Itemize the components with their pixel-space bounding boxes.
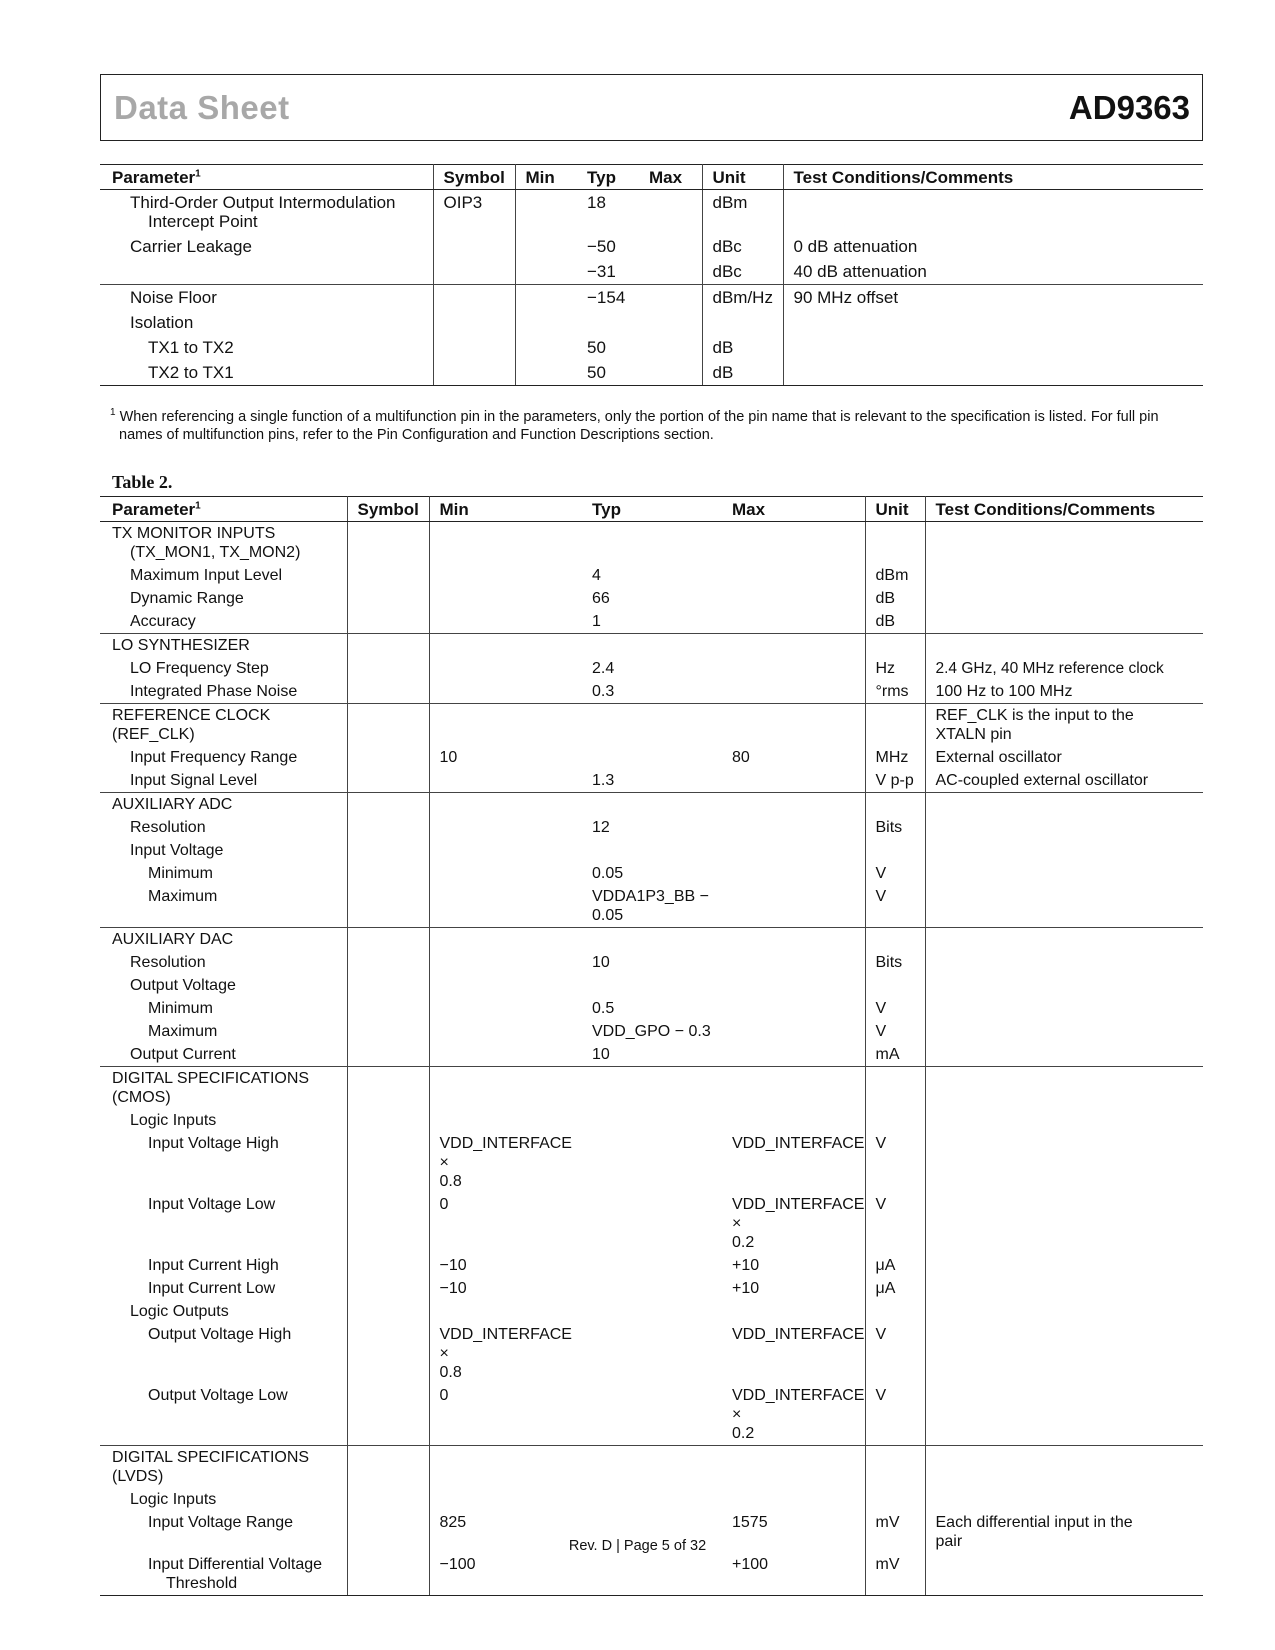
col-unit: Unit [865, 497, 925, 522]
col-comments: Test Conditions/Comments [783, 165, 1203, 190]
spec-table-2 [100, 496, 1203, 1596]
col-parameter: Parameter$^1$ [100, 165, 433, 190]
table-row: Input Current Low −10 +10 μA [100, 1277, 1203, 1300]
table-row: DIGITAL SPECIFICATIONS (CMOS) [100, 1067, 1203, 1110]
col-parameter: Parameter$^1$ [100, 497, 347, 522]
col-typ: Typ [582, 497, 722, 522]
header-part-number: AD9363 [1068, 89, 1190, 126]
table-header-row [100, 497, 1203, 522]
col-max: Max [639, 165, 702, 190]
table-row: Output Voltage Low 0 VDD_INTERFACE × 0.2 V [100, 1384, 1203, 1446]
table-row: Resolution 12 Bits [100, 816, 1203, 839]
col-min: Min [515, 165, 577, 190]
footnote: $^1$ When referencing a single function of a multifunction pin in the parameters, only the portion of the pin name that is relevant to the specification is listed. For full pin names of multifunction pins, refer to the Pin Configuration and Function Descriptions section. [110, 407, 1159, 443]
table-row: Minimum 0.5 V [100, 997, 1203, 1020]
table-row: Logic Inputs [100, 1488, 1203, 1511]
col-unit: Unit [702, 165, 783, 190]
table-row: Output Voltage [100, 974, 1203, 997]
table-row: AUXILIARY ADC [100, 793, 1203, 817]
table-row: Minimum 0.05 V [100, 862, 1203, 885]
page-header [100, 74, 1203, 141]
table-row: Third-Order Output Intermodulation Intercept Point OIP3 18 dBm [100, 190, 1203, 235]
col-symbol: Symbol [433, 165, 515, 190]
table-row: Isolation [100, 310, 1203, 335]
page-footer: Rev. D | Page 5 of 32 [568, 1538, 707, 1554]
table-row: Maximum Input Level 4 dBm [100, 564, 1203, 587]
table-row: Input Current High −10 +10 μA [100, 1254, 1203, 1277]
table-row: Dynamic Range 66 dB [100, 587, 1203, 610]
table-row: Noise Floor −154 dBm/Hz 90 MHz offset [100, 285, 1203, 311]
table-row: Maximum VDDA1P3_BB − 0.05 V [100, 885, 1203, 928]
table-row: Input Differential Voltage Threshold −100 +100 mV [100, 1553, 1203, 1596]
table-row: Resolution 10 Bits [100, 951, 1203, 974]
col-min: Min [429, 497, 582, 522]
table-row: TX2 to TX1 50 dB [100, 360, 1203, 386]
table-row: LO SYNTHESIZER [100, 634, 1203, 658]
col-typ: Typ [577, 165, 639, 190]
table-row: Integrated Phase Noise 0.3 °rms 100 Hz to 100 MHz [100, 680, 1203, 704]
table-row: REFERENCE CLOCK (REF_CLK) REF_CLK is the input to the XTALN pin [100, 704, 1203, 747]
table-row: LO Frequency Step 2.4 Hz 2.4 GHz, 40 MHz reference clock [100, 657, 1203, 680]
table-row: Output Current 10 mA [100, 1043, 1203, 1067]
table-row: Carrier Leakage −50 dBc 0 dB attenuation [100, 234, 1203, 259]
col-symbol: Symbol [347, 497, 429, 522]
table-row: Input Voltage High VDD_INTERFACE × 0.8 VDD_INTERFACE V [100, 1132, 1203, 1193]
table-2-title: Table 2. [112, 472, 173, 492]
table-row: DIGITAL SPECIFICATIONS (LVDS) [100, 1446, 1203, 1489]
table-row: Input Voltage Low 0 VDD_INTERFACE × 0.2 V [100, 1193, 1203, 1254]
table-row: Accuracy 1 dB [100, 610, 1203, 634]
table-row: −31 dBc 40 dB attenuation [100, 259, 1203, 285]
header-doc-type: Data Sheet [114, 89, 290, 126]
table-row: AUXILIARY DAC [100, 928, 1203, 952]
table-row: Maximum VDD_GPO − 0.3 V [100, 1020, 1203, 1043]
table-row: Input Frequency Range 10 80 MHz External oscillator [100, 746, 1203, 769]
table-header-row [100, 165, 1203, 190]
table-row: TX1 to TX2 50 dB [100, 335, 1203, 360]
table-row: Input Voltage [100, 839, 1203, 862]
table-row: Output Voltage High VDD_INTERFACE × 0.8 VDD_INTERFACE V [100, 1323, 1203, 1384]
col-max: Max [722, 497, 865, 522]
table-row: Logic Outputs [100, 1300, 1203, 1323]
table-row: TX MONITOR INPUTS (TX_MON1, TX_MON2) [100, 522, 1203, 565]
table-row: Input Signal Level 1.3 V p-p AC-coupled external oscillator [100, 769, 1203, 793]
spec-table-continued [100, 164, 1203, 386]
table-row: Logic Inputs [100, 1109, 1203, 1132]
table-row: Input Voltage Range 825 1575 mV Each differential input in the pair [100, 1511, 1203, 1553]
col-comments: Test Conditions/Comments [925, 497, 1203, 522]
